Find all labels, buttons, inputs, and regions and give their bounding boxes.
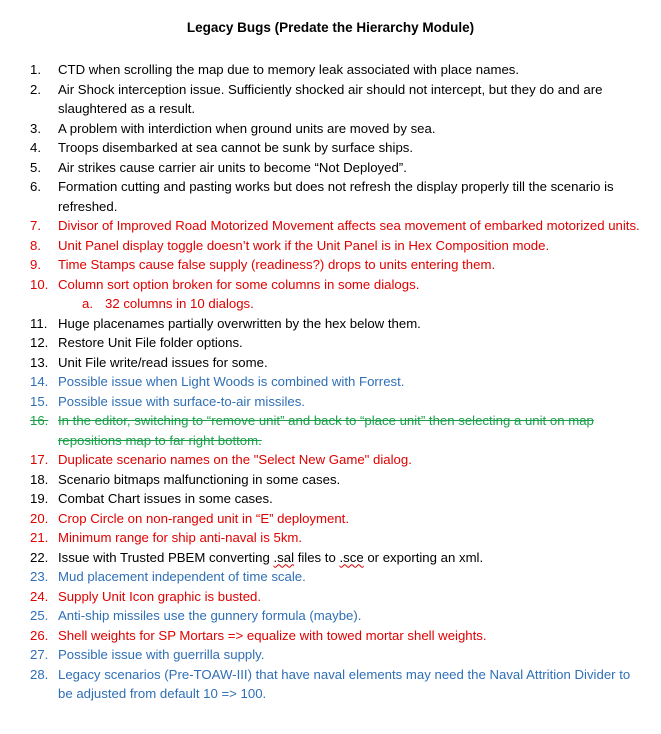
- item-text: Formation cutting and pasting works but does not refresh the display properly till the scenario is refreshed.: [58, 179, 614, 214]
- list-item: 26. Shell weights for SP Mortars => equalize with towed mortar shell weights.: [30, 626, 640, 646]
- item-text: Supply Unit Icon graphic is busted.: [58, 588, 262, 604]
- item-text: Troops disembarked at sea cannot be sunk by surface ships.: [58, 140, 414, 155]
- list-item: 24. Supply Unit Icon graphic is busted.: [30, 587, 640, 607]
- list-item: 15. Possible issue with surface-to-air missiles.: [30, 392, 640, 412]
- list-item: 1. CTD when scrolling the map due to memory leak associated with place names.: [30, 60, 640, 80]
- list-item: 6. Formation cutting and pasting works but does not refresh the display properly till the scenario is refreshed.: [30, 177, 640, 216]
- item-text: Divisor of Improved Road Motorized Movement affects sea movement of embarked motorized units.: [58, 218, 640, 233]
- list-item: 21. Minimum range for ship anti-naval is 5km.: [30, 528, 640, 548]
- list-item: 3. A problem with interdiction when ground units are moved by sea.: [30, 119, 640, 139]
- item-text: Crop Circle on non-ranged unit in “E” deployment.: [58, 510, 350, 526]
- item-text: Minimum range for ship anti-naval is 5km.: [58, 530, 303, 545]
- list-item: 12. Restore Unit File folder options.: [30, 333, 640, 353]
- list-item: 9. Time Stamps cause false supply (readiness?) drops to units entering them.: [30, 255, 640, 275]
- list-item: 22. Issue with Trusted PBEM converting .sal files to .sce or exporting an xml.: [30, 548, 640, 568]
- list-item: 27. Possible issue with guerrilla supply.: [30, 645, 640, 665]
- item-text: Combat Chart issues in some cases.: [58, 491, 273, 506]
- item-text: A problem with interdiction when ground units are moved by sea.: [58, 120, 436, 136]
- list-item-struck: 16. In the editor, switching to “remove unit” and back to “place unit” then selecting a unit on map repositions map to far right bottom.: [30, 411, 640, 450]
- sub-list-item: a. 32 columns in 10 dialogs.: [30, 294, 640, 314]
- item-text: Possible issue with surface-to-air missiles.: [58, 393, 305, 409]
- item-text: Possible issue when Light Woods is combined with Forrest.: [58, 374, 405, 389]
- list-item: 25. Anti-ship missiles use the gunnery formula (maybe).: [30, 606, 640, 626]
- list-item: 2. Air Shock interception issue. Sufficiently shocked air should not intercept, but they do and are slaughtered as a result.: [30, 80, 640, 119]
- list-item: 19. Combat Chart issues in some cases.: [30, 489, 640, 509]
- item-text: Restore Unit File folder options.: [58, 335, 243, 350]
- item-text: Unit Panel display toggle doesn’t work if the Unit Panel is in Hex Composition mode.: [58, 237, 550, 253]
- item-text: Air Shock interception issue. Sufficiently shocked air should not intercept, but they do and are slaughtered as a result.: [58, 81, 603, 116]
- list-item: 5. Air strikes cause carrier air units to become “Not Deployed”.: [30, 158, 640, 178]
- item-text: Time Stamps cause false supply (readiness?) drops to units entering them.: [58, 257, 496, 272]
- list-item: 14. Possible issue when Light Woods is combined with Forrest.: [30, 372, 640, 392]
- item-text: Shell weights for SP Mortars => equalize with towed mortar shell weights.: [58, 627, 487, 643]
- item-text: Unit File write/read issues for some.: [58, 354, 268, 370]
- list-item: 18. Scenario bitmaps malfunctioning in some cases.: [30, 470, 640, 490]
- list-item: 28. Legacy scenarios (Pre-TOAW-III) that have naval elements may need the Naval Attrition Divider to be adjusted from default 10 => 100.: [30, 665, 640, 704]
- list-item: 8. Unit Panel display toggle doesn’t work if the Unit Panel is in Hex Composition mode.: [30, 236, 640, 256]
- list-item: 20. Crop Circle on non-ranged unit in “E” deployment.: [30, 509, 640, 529]
- item-text: Column sort option broken for some columns in some dialogs.: [58, 276, 420, 292]
- item-text: Huge placenames partially overwritten by the hex below them.: [58, 315, 421, 331]
- item-text: Legacy scenarios (Pre-TOAW-III) that have naval elements may need the Naval Attrition Divider to be adjusted from default 10 => 100.: [58, 666, 631, 701]
- item-text: Duplicate scenario names on the "Select New Game" dialog.: [58, 452, 412, 467]
- item-text: In the editor, switching to “remove unit” and back to “place unit” then selecting a unit on map repositions map to far right bottom.: [58, 413, 594, 448]
- item-text: Issue with Trusted PBEM converting .sal files to .sce or exporting an xml.: [58, 549, 484, 565]
- spellcheck-word: .sal: [273, 549, 295, 565]
- list-item: 23. Mud placement independent of time scale.: [30, 567, 640, 587]
- item-text: Air strikes cause carrier air units to become “Not Deployed”.: [58, 159, 407, 175]
- list-item: 4. Troops disembarked at sea cannot be sunk by surface ships.: [30, 138, 640, 158]
- list-item: 10. Column sort option broken for some columns in some dialogs.: [30, 275, 640, 295]
- bug-list: [30, 60, 640, 704]
- document-title: Legacy Bugs (Predate the Hierarchy Module): [186, 20, 475, 35]
- list-item: 7. Divisor of Improved Road Motorized Movement affects sea movement of embarked motorized units.: [30, 216, 640, 236]
- list-item: 11. Huge placenames partially overwritten by the hex below them.: [30, 314, 640, 334]
- item-text: Scenario bitmaps malfunctioning in some cases.: [58, 471, 341, 487]
- list-item: 17. Duplicate scenario names on the "Select New Game" dialog.: [30, 450, 640, 470]
- list-item: 13. Unit File write/read issues for some.: [30, 353, 640, 373]
- sub-item-text: 32 columns in 10 dialogs.: [105, 296, 254, 311]
- item-text: Mud placement independent of time scale.: [58, 569, 306, 584]
- item-text: Anti-ship missiles use the gunnery formula (maybe).: [58, 608, 362, 623]
- spellcheck-word: .sce: [339, 549, 364, 565]
- item-text: CTD when scrolling the map due to memory leak associated with place names.: [58, 62, 520, 77]
- item-text: Possible issue with guerrilla supply.: [58, 647, 265, 662]
